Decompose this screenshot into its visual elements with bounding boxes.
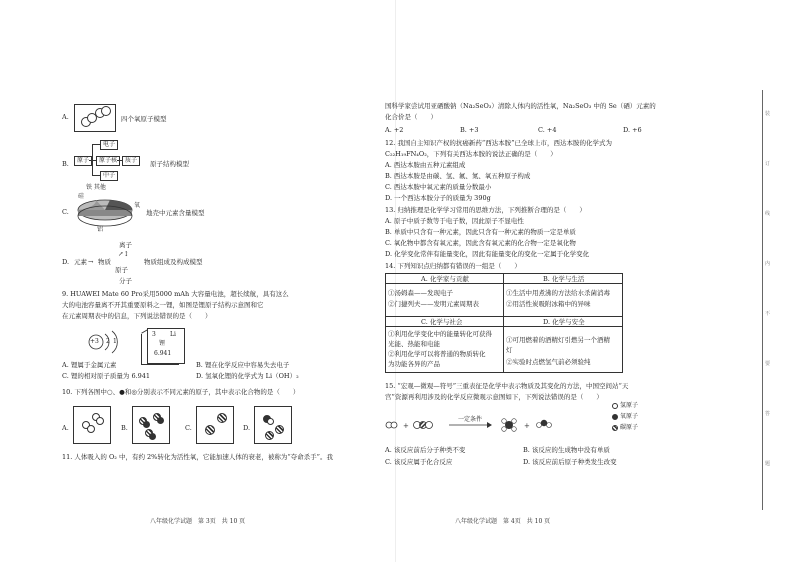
q9-line-3: 在元素周期表中的信息，下列说法错误的是（ ） xyxy=(62,312,212,320)
edge-mark-1: 装 xyxy=(765,111,771,117)
q11-option-c: C. +4 xyxy=(538,126,557,134)
svg-text:+: + xyxy=(524,422,530,430)
left-page: A. 四个氧原子模型 B. 原子 原子核 质子 电子 中子 原子结构模型 C. 铁 其他 铝 硅 氧 地壳中元素含量模型 D. 元素 → 物质 离子 原子 分子 ↗↕ 物质组成及构成模型 9. HUAWEI Mate 60 Pro采用5000 mAh 大容量电池，超长续航，具有这么 大的电池容量离不开其重要原料之一锂，如图是锂原子结构示意图和它 在元素周期表中的信息，下列说法错误的是（ ） +3 2 1 3 Li 锂 6.941 A. 锂属于金属元素 B. 锂在化学反应中容易失去电子 C. 锂的相对原子质量为 6.941 D. 氢氧化锂的化学式为 Li（OH）₂ 10. 下列各图中○、●和◎分别表示不同元素的原子，其中表示化合物的是（ ） A. B. C. D. 11. 人体吸入的 O₂ 中，有约 2%转化为活性氧，它能加速人体的衰老，被称为“夺命杀手”。我 八年级化学试题 第 3页 共 10 页 xyxy=(0,0,395,562)
q15-option-a: A. 该反应前后分子种类不变 xyxy=(385,446,466,454)
q14-stem: 14. 下列知识点归纳都有错误的一组是（ ） xyxy=(385,262,521,270)
q8-b-letter: B. xyxy=(62,160,69,168)
q14-c-line-2: 光能、热能和电能 xyxy=(388,340,440,348)
q10-d-box xyxy=(254,406,292,444)
q15-reaction-diagram xyxy=(383,410,603,440)
q14-b-head: B. 化学与生活 xyxy=(543,275,585,283)
q11-option-d: D. +6 xyxy=(623,126,642,134)
q12-option-a: A. 西达本胺由五种元素组成 xyxy=(385,161,466,169)
node-atom-d: 原子 xyxy=(115,266,128,274)
q14-a-line-1: ①汤姆森——发现电子 xyxy=(388,289,453,297)
q14-b-line-2: ②用活性炭吸附冰箱中的异味 xyxy=(506,300,591,308)
q11-option-a: A. +2 xyxy=(385,126,404,134)
q10-c-box xyxy=(196,406,234,444)
q14-d-line-2: 灯 xyxy=(506,346,513,354)
q8-b-label: 原子结构模型 xyxy=(150,160,189,168)
q14-c-line-3: ②利用化学可以将普通的物质转化 xyxy=(388,350,486,358)
lithium-shell-1: 2 xyxy=(106,338,110,345)
edge-mark-6: 要 xyxy=(765,361,771,367)
q8-a-letter: A. xyxy=(62,113,69,121)
lithium-mass: 6.941 xyxy=(154,350,172,357)
q9-option-b: B. 锂在化学反应中容易失去电子 xyxy=(196,361,290,369)
q10-a-letter: A. xyxy=(62,424,69,432)
node-neutron: 中子 xyxy=(100,171,118,181)
lithium-nucleus-charge: +3 xyxy=(90,338,99,345)
q8-a-label: 四个氧原子模型 xyxy=(121,115,167,123)
q9-line-2: 大的电池容量离不开其重要原料之一锂，如图是锂原子结构示意图和它 xyxy=(62,301,264,309)
node-molecule: 分子 xyxy=(119,277,132,285)
node-substance: 物质 xyxy=(98,258,111,266)
q15-condition: 一定条件 xyxy=(458,416,483,423)
lithium-name: 锂 xyxy=(159,340,166,347)
q13-option-c: C. 氧化物中都含有氧元素，因此含有氧元素的化合物一定是氧化物 xyxy=(385,239,576,247)
q10-d-letter: D. xyxy=(243,424,251,432)
edge-mark-3: 线 xyxy=(765,211,771,217)
node-nucleus: 原子核 xyxy=(96,156,120,166)
q14-c-line-4: 为功能各异的产品 xyxy=(388,360,440,368)
q8-c-label: 地壳中元素含量模型 xyxy=(146,209,205,217)
q12-line-2: C₂₂H₁₉FN₄O₂，下列有关西达本胺的说法正确的是（ ） xyxy=(385,150,557,158)
q11-continued-1: 国科学家尝试用亚硒酸钠（Na₂SeO₃）清除人体内的活性氧，Na₂SeO₃ 中的 Se（硒）元素的 xyxy=(385,102,656,110)
four-oxygen-atom-model xyxy=(74,104,116,132)
q11-stem: 11. 人体吸入的 O₂ 中，有约 2%转化为活性氧，它能加速人体的衰老，被称为“夺命杀手”。我 xyxy=(62,453,333,461)
q14-a-head: A. 化学家与贡献 xyxy=(421,275,469,283)
edge-mark-8: 题 xyxy=(765,461,771,467)
legend-hydrogen: 氢原子 xyxy=(620,402,639,409)
legend-oxygen: 氧原子 xyxy=(620,413,639,420)
node-ion: 离子 xyxy=(119,241,132,249)
q12-option-d: D. 一个西达本胺分子的质量为 390g xyxy=(385,194,491,202)
right-footer: 八年级化学试题 第 4页 共 10 页 xyxy=(455,518,551,525)
q9-option-a: A. 锂属于金属元素 xyxy=(62,361,117,369)
node-atom: 原子 xyxy=(74,156,92,166)
node-electron: 电子 xyxy=(100,140,118,150)
q15-option-b: B. 该反应的生成物中没有单质 xyxy=(523,446,610,454)
q8-d-letter: D. xyxy=(62,258,70,266)
q13-option-d: D. 化学变化常伴有能量变化，因此有能量变化的变化一定属于化学变化 xyxy=(385,250,590,258)
legend-carbon-icon xyxy=(612,425,618,431)
legend-oxygen-icon xyxy=(612,414,618,420)
q14-d-head: D. 化学与安全 xyxy=(543,318,585,326)
q14-d-line-3: ②实验时点燃氢气前必须验纯 xyxy=(506,358,591,366)
node-proton: 质子 xyxy=(122,156,140,166)
q10-b-letter: B. xyxy=(121,424,128,432)
node-element: 元素 xyxy=(74,258,87,266)
lithium-atomic-number: 3 xyxy=(152,331,156,338)
q12-line-1: 12. 我国自主知识产权的抗癌新药“西达本胺”已全球上市，西达本胺的化学式为 xyxy=(385,139,613,147)
q11-continued-2: 化合价是（ ） xyxy=(385,113,437,121)
q15-option-d: D. 该反应前后原子种类发生改变 xyxy=(523,458,617,466)
svg-text:+: + xyxy=(403,422,409,430)
q8-c-letter: C. xyxy=(62,208,69,216)
q13-option-b: B. 单质中只含有一种元素，因此只含有一种元素的物质一定是单质 xyxy=(385,228,576,236)
q8-d-label: 物质组成及构成模型 xyxy=(144,258,203,266)
q9-line-1: 9. HUAWEI Mate 60 Pro采用5000 mAh 大容量电池，超长续航，具有这么 xyxy=(62,290,289,298)
lithium-shell-2: 1 xyxy=(113,338,117,345)
q14-c-line-1: ①利用化学变化中的能量转化可获得 xyxy=(388,330,492,338)
q12-option-c: C. 西达本胺中氧元素的质量分数最小 xyxy=(385,183,492,191)
q14-c-head: C. 化学与社会 xyxy=(421,318,463,326)
q10-stem: 10. 下列各图中○、●和◎分别表示不同元素的原子，其中表示化合物的是（ ） xyxy=(62,388,300,396)
q10-a-box xyxy=(73,406,111,444)
q14-a-line-2: ②门捷列夫——发明元素周期表 xyxy=(388,300,479,308)
edge-mark-5: 不 xyxy=(765,311,771,317)
left-footer: 八年级化学试题 第 3页 共 10 页 xyxy=(150,518,246,525)
q15-option-c: C. 该反应属于化合反应 xyxy=(385,458,453,466)
q11-option-b: B. +3 xyxy=(460,126,479,134)
q12-option-b: B. 西达本胺是由碳、氢、氟、氮、氧五种原子构成 xyxy=(385,172,531,180)
legend-carbon: 碳原子 xyxy=(620,424,639,431)
q13-option-a: A. 原子中质子数等于电子数，因此原子不显电性 xyxy=(385,217,524,225)
q9-option-d: D. 氢氧化锂的化学式为 Li（OH）₂ xyxy=(196,372,299,380)
pie-label-silicon: 硅 xyxy=(78,193,85,200)
pie-label-aluminum: 铝 xyxy=(97,226,104,233)
pie-label-oxygen: 氧 xyxy=(134,202,141,209)
q15-line-1: 15. “宏观—微观—符号”三重表征是化学中表示物质及其变化的方法，中国空间站“天 xyxy=(385,382,629,390)
q15-line-2: 宫”资源再利用涉及的化学反应微观示意图如下，下列说法错误的是（ ） xyxy=(385,393,603,401)
q14-b-line-1: ①生活中用煮沸的方法给水杀菌消毒 xyxy=(506,289,610,297)
q10-c-letter: C. xyxy=(185,424,192,432)
edge-mark-4: 内 xyxy=(765,261,771,267)
lithium-symbol: Li xyxy=(170,331,176,338)
edge-mark-2: 订 xyxy=(765,161,771,167)
q14-d-line-1: ①可用燃着的酒精灯引燃另一个酒精 xyxy=(506,336,610,344)
edge-mark-7: 答 xyxy=(765,411,771,417)
q10-b-box xyxy=(132,406,170,444)
q9-option-c: C. 锂的相对原子质量为 6.941 xyxy=(62,372,151,380)
q13-stem: 13. 归纳推理是化学学习常用的思维方法，下列推断合理的是（ ） xyxy=(385,206,586,214)
pie-label-iron-other: 铁 其他 xyxy=(86,184,106,191)
right-page xyxy=(385,0,794,562)
binding-line xyxy=(762,90,763,510)
legend-hydrogen-icon xyxy=(612,403,618,409)
